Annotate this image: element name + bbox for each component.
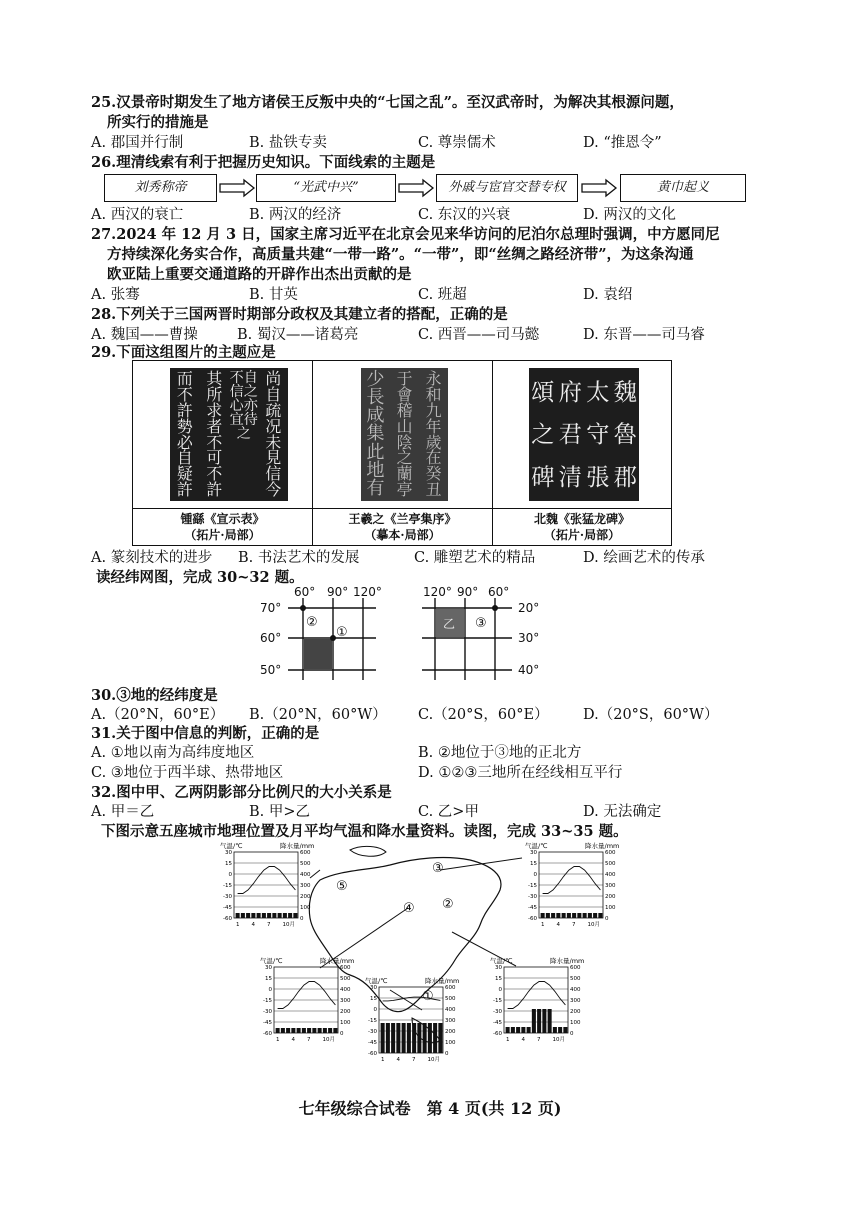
precip-bar [276, 1028, 280, 1033]
precip-tick: 200 [445, 1029, 456, 1035]
precip-bar [417, 1023, 421, 1053]
precip-bar [291, 1028, 295, 1033]
precip-bar [241, 913, 245, 918]
month-tick: 7 [572, 922, 576, 928]
precip-bar [598, 913, 602, 918]
precip-tick: 300 [605, 883, 616, 889]
precip-bar [328, 1028, 332, 1033]
precip-bar [283, 913, 287, 918]
month-tick: 4 [396, 1057, 400, 1063]
precip-tick: 100 [300, 905, 311, 911]
flow-arrow-icon [399, 180, 433, 196]
caption-title: 北魏《张猛龙碑》 [533, 512, 630, 526]
q31-option-a: A. ①地以南为高纬度地区 [91, 745, 255, 761]
temp-tick: -60 [223, 916, 232, 922]
q30-stem: 30.③地的经纬度是 [91, 687, 218, 704]
city-marker-4: ④ [403, 901, 415, 916]
temp-tick: 30 [370, 985, 377, 991]
city-marker-1: ① [422, 989, 434, 1004]
temp-tick: -15 [368, 1018, 377, 1024]
temp-axis-label: 气温/℃ [525, 842, 548, 850]
month-tick: 1 [541, 922, 545, 928]
precip-tick: 100 [340, 1020, 351, 1026]
temp-tick: -30 [223, 894, 232, 900]
temp-tick: 0 [498, 987, 502, 993]
precip-bar [541, 913, 545, 918]
precip-bar [312, 1028, 316, 1033]
intro-33-35: 下图示意五座城市地理位置及月平均气温和降水量资料。读图，完成 33~35 题。 [101, 823, 628, 840]
temp-axis-label: 气温/℃ [260, 957, 283, 965]
precip-tick: 0 [605, 916, 609, 922]
grid-left-side-label: 50° [260, 663, 282, 677]
grid-right-side-label: 20° [518, 601, 540, 615]
precip-tick: 0 [445, 1051, 449, 1057]
grid-left-top-label: 120° [353, 585, 382, 599]
temp-tick: -45 [263, 1020, 272, 1026]
precip-bar [286, 1028, 290, 1033]
month-tick: 7 [537, 1037, 541, 1043]
temp-tick: 15 [530, 861, 537, 867]
precip-tick: 400 [570, 987, 581, 993]
precip-tick: 100 [445, 1040, 456, 1046]
q27-option-b: B. 甘英 [249, 287, 298, 303]
temp-tick: -30 [493, 1009, 502, 1015]
temp-tick: 0 [533, 872, 537, 878]
q30-option-d: D.（20°S，60°W） [583, 707, 719, 723]
precip-axis-label: 降水量/mm [585, 842, 620, 850]
precip-bar [288, 913, 292, 918]
city-marker-3: ③ [432, 861, 444, 876]
precip-bar [307, 1028, 311, 1033]
precip-tick: 100 [570, 1020, 581, 1026]
q30-option-a: A.（20°N，60°E） [91, 707, 225, 723]
caption-title: 锺繇《宣示表》 [180, 512, 265, 526]
precip-tick: 300 [300, 883, 311, 889]
precip-tick: 200 [570, 1009, 581, 1015]
grid-right-top-label: 120° [423, 585, 452, 599]
flow-arrow-icon [220, 180, 254, 196]
precip-bar [516, 1027, 520, 1033]
caption-type: （拓片·局部） [543, 528, 621, 542]
precip-tick: 0 [340, 1031, 344, 1037]
temp-tick: 15 [225, 861, 232, 867]
q26-option-d: D. 两汉的文化 [583, 207, 676, 223]
shaded-area-jia [304, 639, 332, 669]
precip-bar [556, 913, 560, 918]
month-tick: 10月 [587, 922, 600, 928]
precip-tick: 600 [340, 965, 351, 971]
precip-bar [302, 1028, 306, 1033]
precip-axis-label: 降水量/mm [320, 957, 355, 965]
grid-left-top-label: 60° [294, 585, 316, 599]
calligraphy-rubbing-image [529, 368, 639, 501]
temp-tick: -45 [493, 1020, 502, 1026]
month-tick: 4 [291, 1037, 295, 1043]
precip-bar [262, 913, 266, 918]
q32-option-c: C. 乙>甲 [418, 804, 479, 820]
q27-stem-line2: 方持续深化务实合作，高质量共建“一带一路”。“一带”，即“丝绸之路经济带”，为这条沟通 [107, 246, 694, 263]
calligraphy-rubbing-image [361, 368, 448, 501]
precip-tick: 600 [570, 965, 581, 971]
calligraphy-column: 其所求者不可不許 [206, 369, 223, 500]
temp-tick: -30 [368, 1029, 377, 1035]
grid-right-side-label: 30° [518, 631, 540, 645]
q30-option-c: C.（20°S，60°E） [418, 707, 549, 723]
q28-option-b: B. 蜀汉——诸葛亮 [237, 327, 359, 343]
grid-left-side-label: 70° [260, 601, 282, 615]
month-tick: 4 [521, 1037, 525, 1043]
q27-option-a: A. 张骞 [91, 287, 140, 303]
precip-tick: 300 [340, 998, 351, 1004]
calligraphy-column: 而不許勢必自疑許 [176, 369, 193, 500]
month-tick: 10月 [552, 1037, 565, 1043]
q32-option-d: D. 无法确定 [583, 804, 662, 820]
precip-bar [391, 1023, 395, 1053]
precip-bar [272, 913, 276, 918]
precip-axis-label: 降水量/mm [550, 957, 585, 965]
q25-option-c: C. 尊崇儒术 [418, 135, 496, 151]
q27-stem-line1: 27.2024 年 12 月 3 日，国家主席习近平在北京会见来华访问的尼泊尔总理时强调，中方愿同尼 [91, 226, 720, 243]
temp-tick: 0 [228, 872, 232, 878]
precip-tick: 200 [605, 894, 616, 900]
caption-type: （摹本·局部） [364, 528, 441, 542]
temp-tick: -60 [493, 1031, 502, 1037]
intro-30-32: 读经纬网图，完成 30~32 题。 [96, 569, 304, 586]
q25-option-d: D. “推恩令” [583, 135, 662, 151]
q28-option-a: A. 魏国——曹操 [91, 327, 198, 343]
temp-axis-label: 气温/℃ [365, 977, 388, 985]
precip-bar [551, 913, 555, 918]
q26-option-c: C. 东汉的兴衰 [418, 207, 511, 223]
calligraphy-figure [132, 360, 672, 546]
temp-tick: 15 [370, 996, 377, 1002]
precip-bar [438, 1023, 442, 1053]
precip-bar [386, 1023, 390, 1053]
precip-tick: 200 [300, 894, 311, 900]
precip-bar [537, 1009, 541, 1033]
temp-tick: -60 [368, 1051, 377, 1057]
precip-bar [423, 1023, 427, 1053]
precip-bar [588, 913, 592, 918]
temperature-curve [238, 867, 296, 894]
precip-tick: 500 [340, 976, 351, 982]
precip-tick: 500 [605, 861, 616, 867]
precip-tick: 400 [300, 872, 311, 878]
precip-bar [407, 1023, 411, 1053]
q26-stem: 26.理清线索有利于把握历史知识。下面线索的主题是 [91, 154, 436, 171]
precip-bar [412, 1023, 416, 1053]
precip-bar [267, 913, 271, 918]
point-3-marker: ③ [475, 616, 487, 631]
temp-tick: -15 [493, 998, 502, 1004]
precip-bar [278, 913, 282, 918]
caption-type: （拓片·局部） [184, 528, 261, 542]
precip-tick: 500 [300, 861, 311, 867]
precip-bar [323, 1028, 327, 1033]
month-tick: 4 [556, 922, 560, 928]
month-tick: 1 [381, 1057, 385, 1063]
precip-bar [572, 913, 576, 918]
calligraphy-column: 頌之碑 [531, 378, 555, 491]
precip-bar [521, 1027, 525, 1033]
city-marker-5: ⑤ [336, 879, 348, 894]
climate-chart [260, 956, 354, 1043]
flow-step-3: 外戚与宦官交替专权 [436, 174, 578, 202]
precip-axis-label: 降水量/mm [280, 842, 315, 850]
q27-option-c: C. 班超 [418, 287, 467, 303]
temp-tick: 30 [265, 965, 272, 971]
precip-tick: 400 [340, 987, 351, 993]
temp-tick: -30 [263, 1009, 272, 1015]
precip-bar [583, 913, 587, 918]
grid-left-top-label: 90° [327, 585, 349, 599]
precip-bar [553, 1027, 557, 1033]
precip-tick: 600 [300, 850, 311, 856]
grid-right-side-label: 40° [518, 663, 540, 677]
climate-chart [490, 956, 584, 1043]
calligraphy-rubbing-image [170, 368, 288, 501]
precip-tick: 300 [570, 998, 581, 1004]
precip-bar [548, 1009, 552, 1033]
month-tick: 1 [506, 1037, 510, 1043]
precip-bar [318, 1028, 322, 1033]
temp-tick: 15 [265, 976, 272, 982]
area-yi-label: 乙 [443, 617, 456, 631]
precip-tick: 300 [445, 1018, 456, 1024]
calligraphy-column: 府君清 [558, 378, 582, 491]
temp-tick: -45 [368, 1040, 377, 1046]
precip-bar [257, 913, 261, 918]
calligraphy-panel-3 [493, 361, 671, 545]
precip-bar [577, 913, 581, 918]
temp-tick: -45 [223, 905, 232, 911]
precip-bar [281, 1028, 285, 1033]
temperature-curve [543, 867, 601, 894]
precip-tick: 200 [340, 1009, 351, 1015]
precip-bar [542, 1009, 546, 1033]
q31-option-d: D. ①②③三地所在经线相互平行 [418, 765, 623, 781]
precip-bar [527, 1027, 531, 1033]
temp-tick: -45 [528, 905, 537, 911]
q28-option-d: D. 东晋——司马睿 [583, 327, 705, 343]
temp-tick: 30 [495, 965, 502, 971]
point-1-marker: ① [336, 625, 348, 640]
calligraphy-column: 少長咸集此地有 [366, 369, 385, 499]
q30-option-b: B.（20°N，60°W） [249, 707, 387, 723]
precip-tick: 0 [570, 1031, 574, 1037]
calligraphy-column: 尚自疏况未見信今 [265, 369, 282, 500]
calligraphy-column: 太守張 [586, 378, 610, 491]
precip-bar [402, 1023, 406, 1053]
calligraphy-column: 魏魯郡 [613, 378, 637, 491]
precip-axis-label: 降水量/mm [425, 977, 460, 985]
calligraphy-column: 不自信之心亦宜待之 [229, 370, 258, 443]
q28-option-c: C. 西晋——司马懿 [418, 327, 540, 343]
q25-stem-line2: 所实行的措施是 [107, 114, 209, 131]
q29-option-a: A. 篆刻技术的进步 [91, 550, 213, 566]
climate-chart [525, 841, 619, 928]
temperature-curve [278, 982, 336, 1009]
precip-bar [236, 913, 240, 918]
grid-right-top-label: 90° [457, 585, 479, 599]
q29-option-c: C. 雕塑艺术的精品 [414, 550, 536, 566]
month-tick: 7 [307, 1037, 311, 1043]
q29-stem: 29.下面这组图片的主题应是 [91, 344, 276, 361]
precip-bar [381, 1023, 385, 1053]
precip-bar [251, 913, 255, 918]
q32-stem: 32.图中甲、乙两阴影部分比例尺的大小关系是 [91, 784, 392, 801]
q31-option-b: B. ②地位于③地的正北方 [418, 745, 582, 761]
month-tick: 10月 [427, 1057, 440, 1063]
precip-tick: 500 [570, 976, 581, 982]
precip-bar [433, 1023, 437, 1053]
temp-tick: 0 [373, 1007, 377, 1013]
temp-tick: 30 [225, 850, 232, 856]
month-tick: 1 [276, 1037, 280, 1043]
q25-option-a: A. 郡国并行制 [91, 135, 184, 151]
month-tick: 7 [412, 1057, 416, 1063]
climate-map-figure [200, 840, 620, 1065]
flow-step-4: 黄巾起义 [620, 174, 746, 202]
precip-bar [506, 1027, 510, 1033]
calligraphy-column: 永和九年歲在癸丑 [425, 369, 442, 500]
temp-axis-label: 气温/℃ [490, 957, 513, 965]
month-tick: 10月 [282, 922, 295, 928]
q32-option-a: A. 甲＝乙 [91, 804, 155, 820]
q31-option-c: C. ③地位于西半球、热带地区 [91, 765, 284, 781]
precip-bar [563, 1027, 567, 1033]
calligraphy-panel-2 [313, 361, 493, 545]
month-tick: 10月 [322, 1037, 335, 1043]
q25-stem-line1: 25.汉景帝时期发生了地方诸侯王反叛中央的“七国之乱”。至汉武帝时，为解决其根源问题， [91, 94, 684, 111]
precip-bar [333, 1028, 337, 1033]
precip-bar [396, 1023, 400, 1053]
precip-tick: 600 [445, 985, 456, 991]
temperature-curve [508, 982, 566, 1009]
precip-bar [297, 1028, 301, 1033]
q32-option-b: B. 甲>乙 [249, 804, 311, 820]
grid-right-top-label: 60° [488, 585, 510, 599]
city-marker-2: ② [442, 897, 454, 912]
precip-bar [511, 1027, 515, 1033]
precip-bar [293, 913, 297, 918]
temp-tick: 15 [495, 976, 502, 982]
precip-bar [428, 1023, 432, 1053]
point-2-marker: ② [306, 615, 318, 630]
q25-option-b: B. 盐铁专卖 [249, 135, 327, 151]
flow-step-1: 刘秀称帝 [104, 174, 217, 202]
temp-tick: 30 [530, 850, 537, 856]
temp-tick: -30 [528, 894, 537, 900]
temp-tick: 0 [268, 987, 272, 993]
q27-option-d: D. 袁绍 [583, 287, 633, 303]
calligraphy-panel-1 [133, 361, 313, 545]
precip-bar [593, 913, 597, 918]
climate-chart [220, 841, 314, 928]
precip-bar [546, 913, 550, 918]
q27-stem-line3: 欧亚陆上重要交通道路的开辟作出杰出贡献的是 [107, 266, 412, 283]
precip-tick: 500 [445, 996, 456, 1002]
temp-tick: -60 [263, 1031, 272, 1037]
q26-option-b: B. 两汉的经济 [249, 207, 342, 223]
precip-bar [246, 913, 250, 918]
precip-tick: 400 [605, 872, 616, 878]
precip-bar [567, 913, 571, 918]
q28-stem: 28.下列关于三国两晋时期部分政权及其建立者的搭配，正确的是 [91, 306, 508, 323]
precip-tick: 600 [605, 850, 616, 856]
lat-long-grid-figure [250, 585, 650, 685]
temp-tick: -15 [263, 998, 272, 1004]
month-tick: 1 [236, 922, 240, 928]
month-tick: 7 [267, 922, 271, 928]
q29-option-b: B. 书法艺术的发展 [238, 550, 360, 566]
month-tick: 4 [251, 922, 255, 928]
precip-tick: 100 [605, 905, 616, 911]
flow-step-2: “光武中兴” [256, 174, 396, 202]
flow-arrow-icon [582, 180, 616, 196]
temp-tick: -15 [223, 883, 232, 889]
temp-tick: -15 [528, 883, 537, 889]
precip-bar [558, 1027, 562, 1033]
precip-bar [532, 1009, 536, 1033]
q29-option-d: D. 绘画艺术的传承 [583, 550, 705, 566]
precip-tick: 0 [300, 916, 304, 922]
page-footer: 七年级综合试卷 第 4 页(共 12 页) [298, 1099, 562, 1118]
q31-stem: 31.关于图中信息的判断，正确的是 [91, 725, 320, 742]
temp-axis-label: 气温/℃ [220, 842, 243, 850]
caption-title: 王羲之《兰亭集序》 [348, 512, 457, 526]
precip-bar [562, 913, 566, 918]
q26-option-a: A. 西汉的衰亡 [91, 207, 184, 223]
precip-tick: 400 [445, 1007, 456, 1013]
temp-tick: -60 [528, 916, 537, 922]
grid-left-side-label: 60° [260, 631, 282, 645]
calligraphy-column: 于會稽山陰之蘭亭 [396, 369, 413, 500]
